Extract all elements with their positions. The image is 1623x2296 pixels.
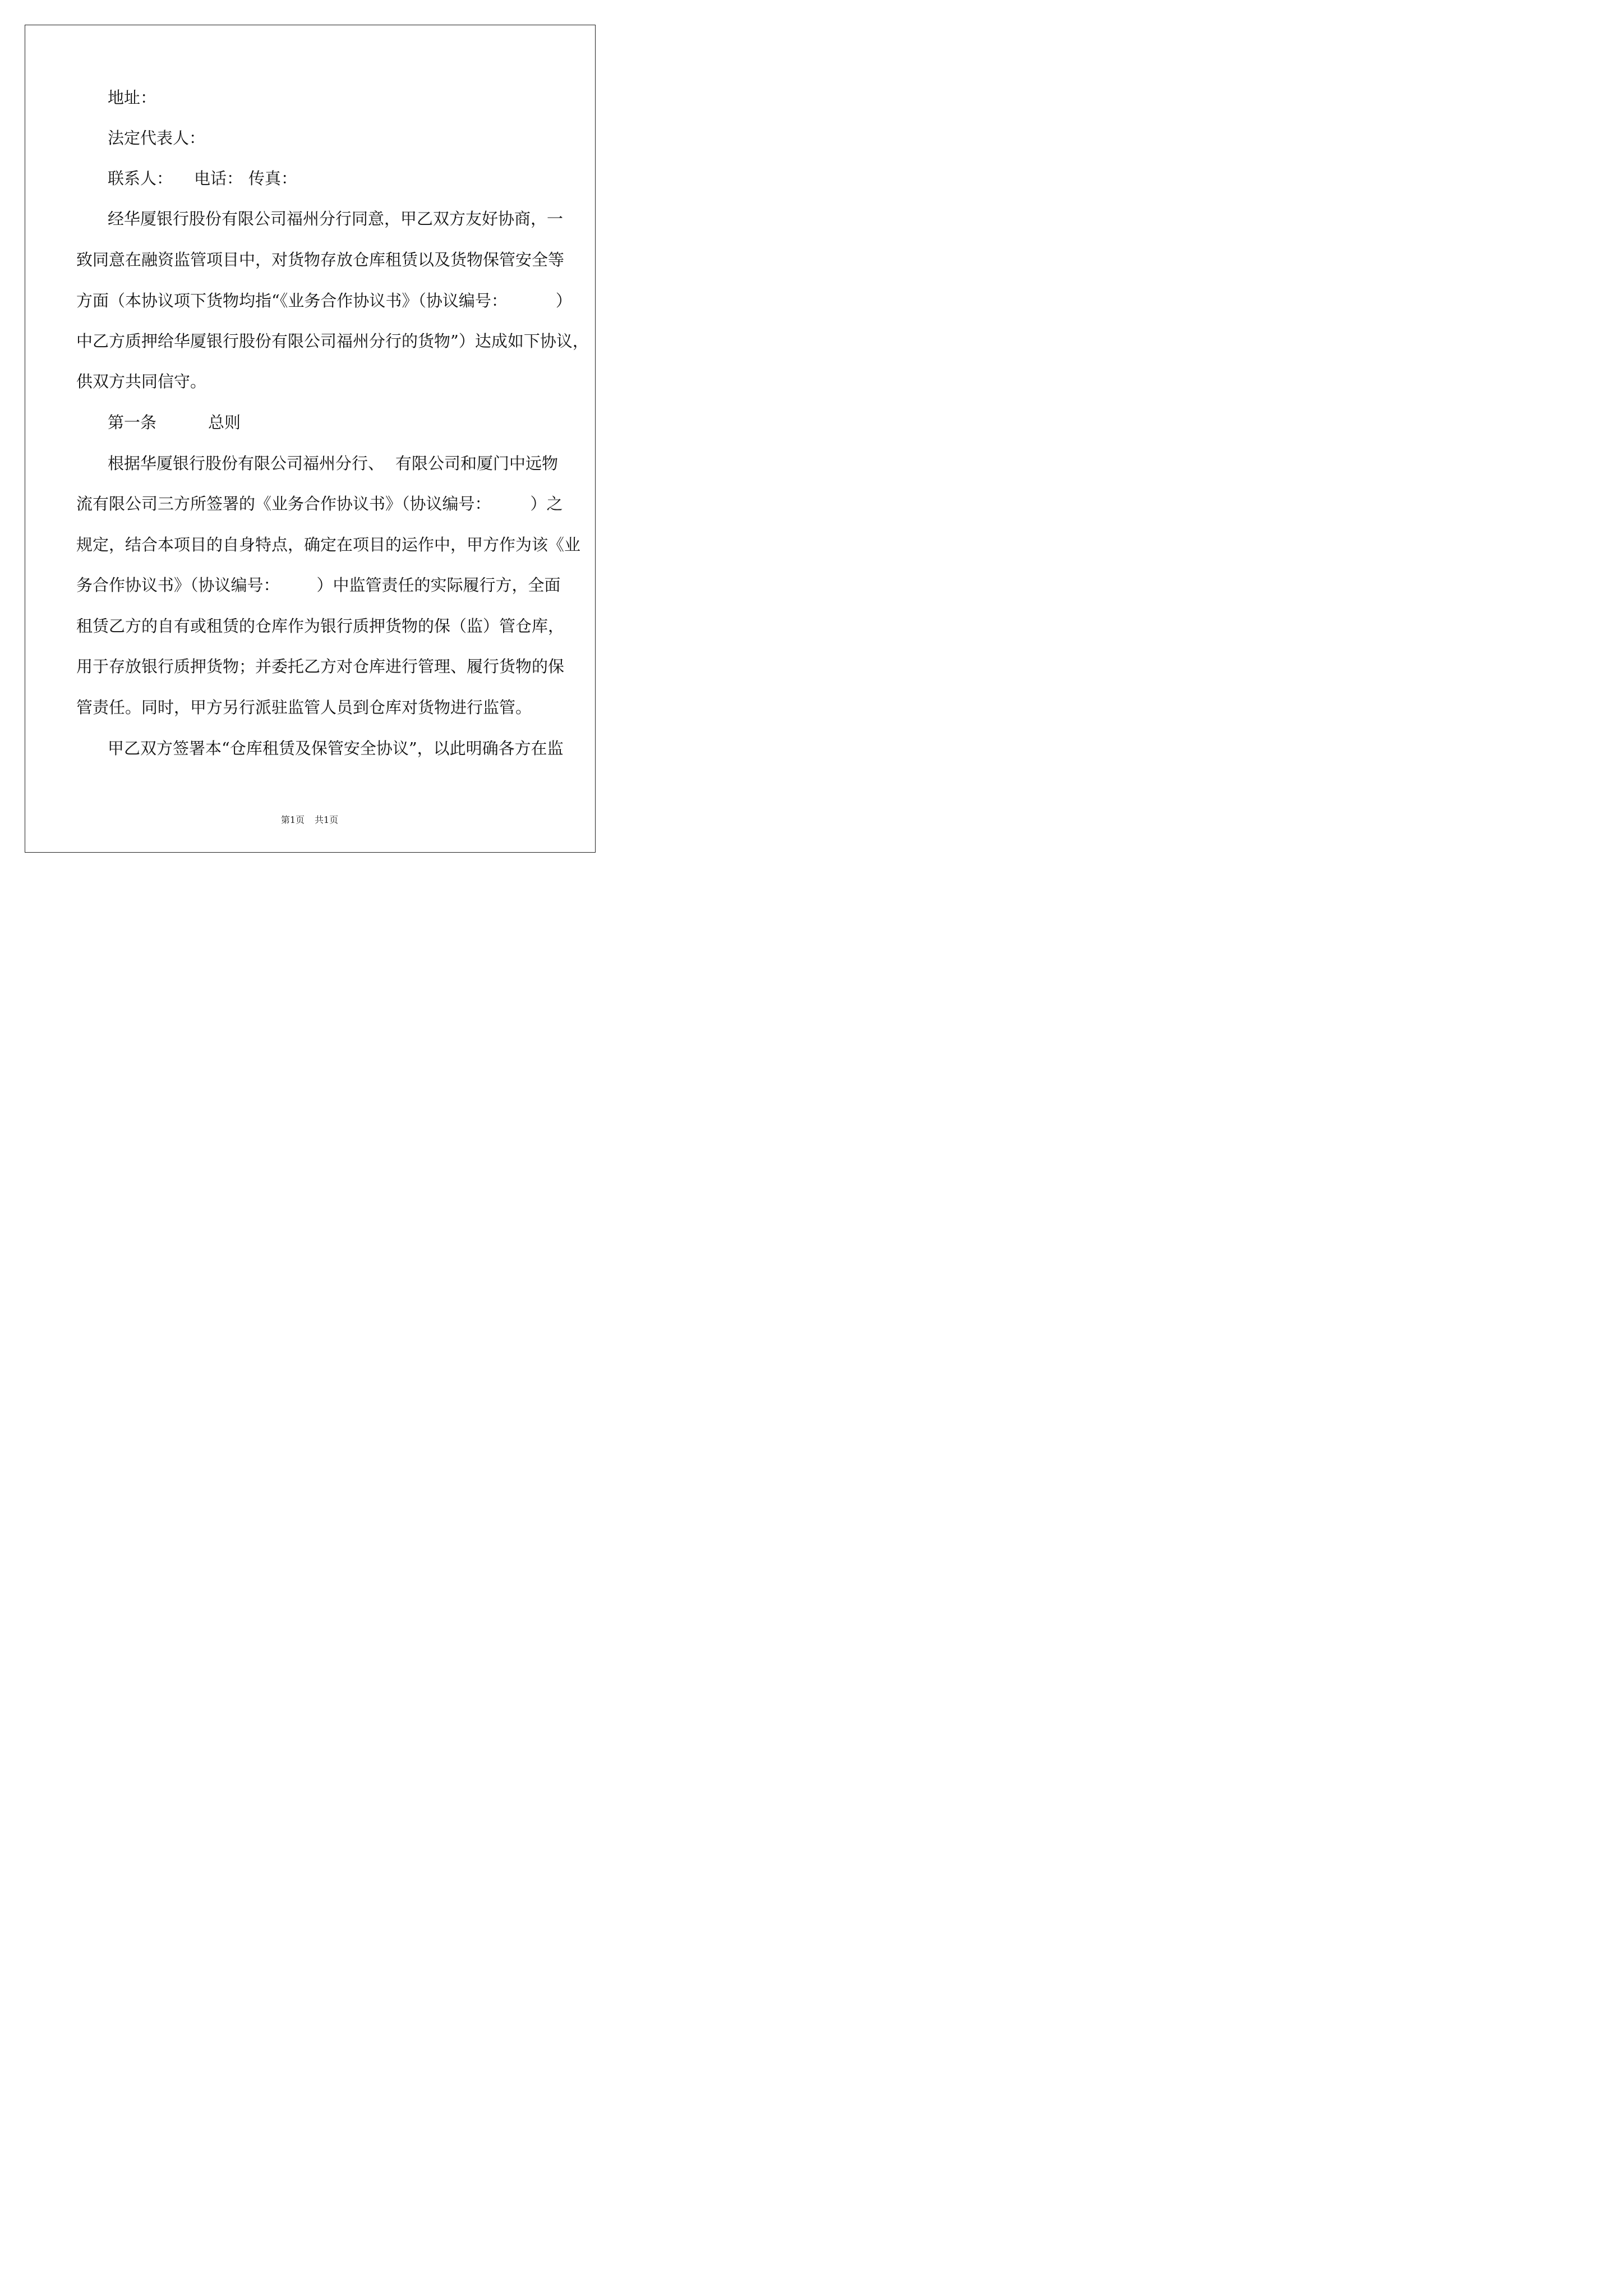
- address-label: [108, 86, 547, 109]
- paragraph-text: ）: [555, 291, 572, 310]
- paragraph-text: ）中监管责任的实际履行方，全面: [316, 576, 561, 595]
- paragraph-text: 根据华厦银行股份有限公司福州分行、: [108, 454, 385, 473]
- page-number: 第1页: [280, 815, 305, 825]
- phone-label: 电话：: [194, 169, 243, 188]
- paragraph-1-line-5: [76, 370, 547, 393]
- paragraph-text: 务合作协议书》（协议编号：: [76, 576, 280, 595]
- page-footer: [0, 815, 619, 826]
- paragraph-text: 致同意在融资监管项目中，对货物存放仓库租赁以及货物保管安全等: [76, 250, 565, 269]
- paragraph-text: 流有限公司三方所签署的《业务合作协议书》（协议编号：: [76, 494, 491, 513]
- paragraph-text: 方面（本协议项下货物均指“《业务合作协议书》（协议编号：: [76, 291, 508, 310]
- article-1-heading: [108, 411, 547, 434]
- paragraph-2-line-3: [76, 533, 581, 556]
- contact-line: [108, 167, 547, 190]
- paragraph-text: 有限公司和厦门中远物: [395, 454, 559, 473]
- paragraph-2-line-7: [76, 696, 547, 719]
- paragraph-1-line-3: [76, 289, 572, 312]
- paragraph-text: 中乙方质押给华厦银行股份有限公司福州分行的货物”）达成如下协议，: [76, 332, 589, 351]
- contact-person-label: 联系人：: [108, 169, 173, 188]
- paragraph-text: 经华厦银行股份有限公司福州分行同意，甲乙双方友好协商，一: [108, 209, 564, 228]
- paragraph-2-line-5: [76, 615, 565, 637]
- article-number: 第一条: [108, 413, 157, 432]
- paragraph-text: 用于存放银行质押货物；并委托乙方对仓库进行管理、履行货物的保: [76, 657, 565, 676]
- paragraph-1-line-4: [76, 330, 589, 352]
- paragraph-1-line-1: [108, 208, 564, 230]
- paragraph-2-line-6: [76, 655, 565, 678]
- address-text: 地址：: [108, 88, 157, 107]
- paragraph-text: 租赁乙方的自有或租赁的仓库作为银行质押货物的保（监）管仓库，: [76, 616, 565, 636]
- paragraph-text: ）之: [530, 494, 563, 513]
- paragraph-text: 管责任。同时，甲方另行派驻监管人员到仓库对货物进行监管。: [76, 698, 532, 717]
- paragraph-1-line-2: [76, 249, 565, 271]
- paragraph-text: 供双方共同信守。: [76, 372, 207, 391]
- legal-representative-label: [108, 127, 547, 149]
- article-title: 总则: [208, 413, 241, 432]
- paragraph-2-line-4: [76, 574, 561, 596]
- paragraph-2-line-2: [76, 493, 563, 515]
- paragraph-3-line-1: [108, 737, 564, 760]
- page-total: 共1页: [315, 815, 339, 825]
- legal-representative-text: 法定代表人：: [108, 128, 206, 148]
- paragraph-text: 甲乙双方签署本“仓库租赁及保管安全协议”，以此明确各方在监: [108, 739, 564, 758]
- paragraph-text: 规定，结合本项目的自身特点，确定在项目的运作中，甲方作为该《业: [76, 535, 581, 554]
- paragraph-2-line-1: [108, 452, 559, 475]
- fax-label: 传真：: [248, 169, 298, 188]
